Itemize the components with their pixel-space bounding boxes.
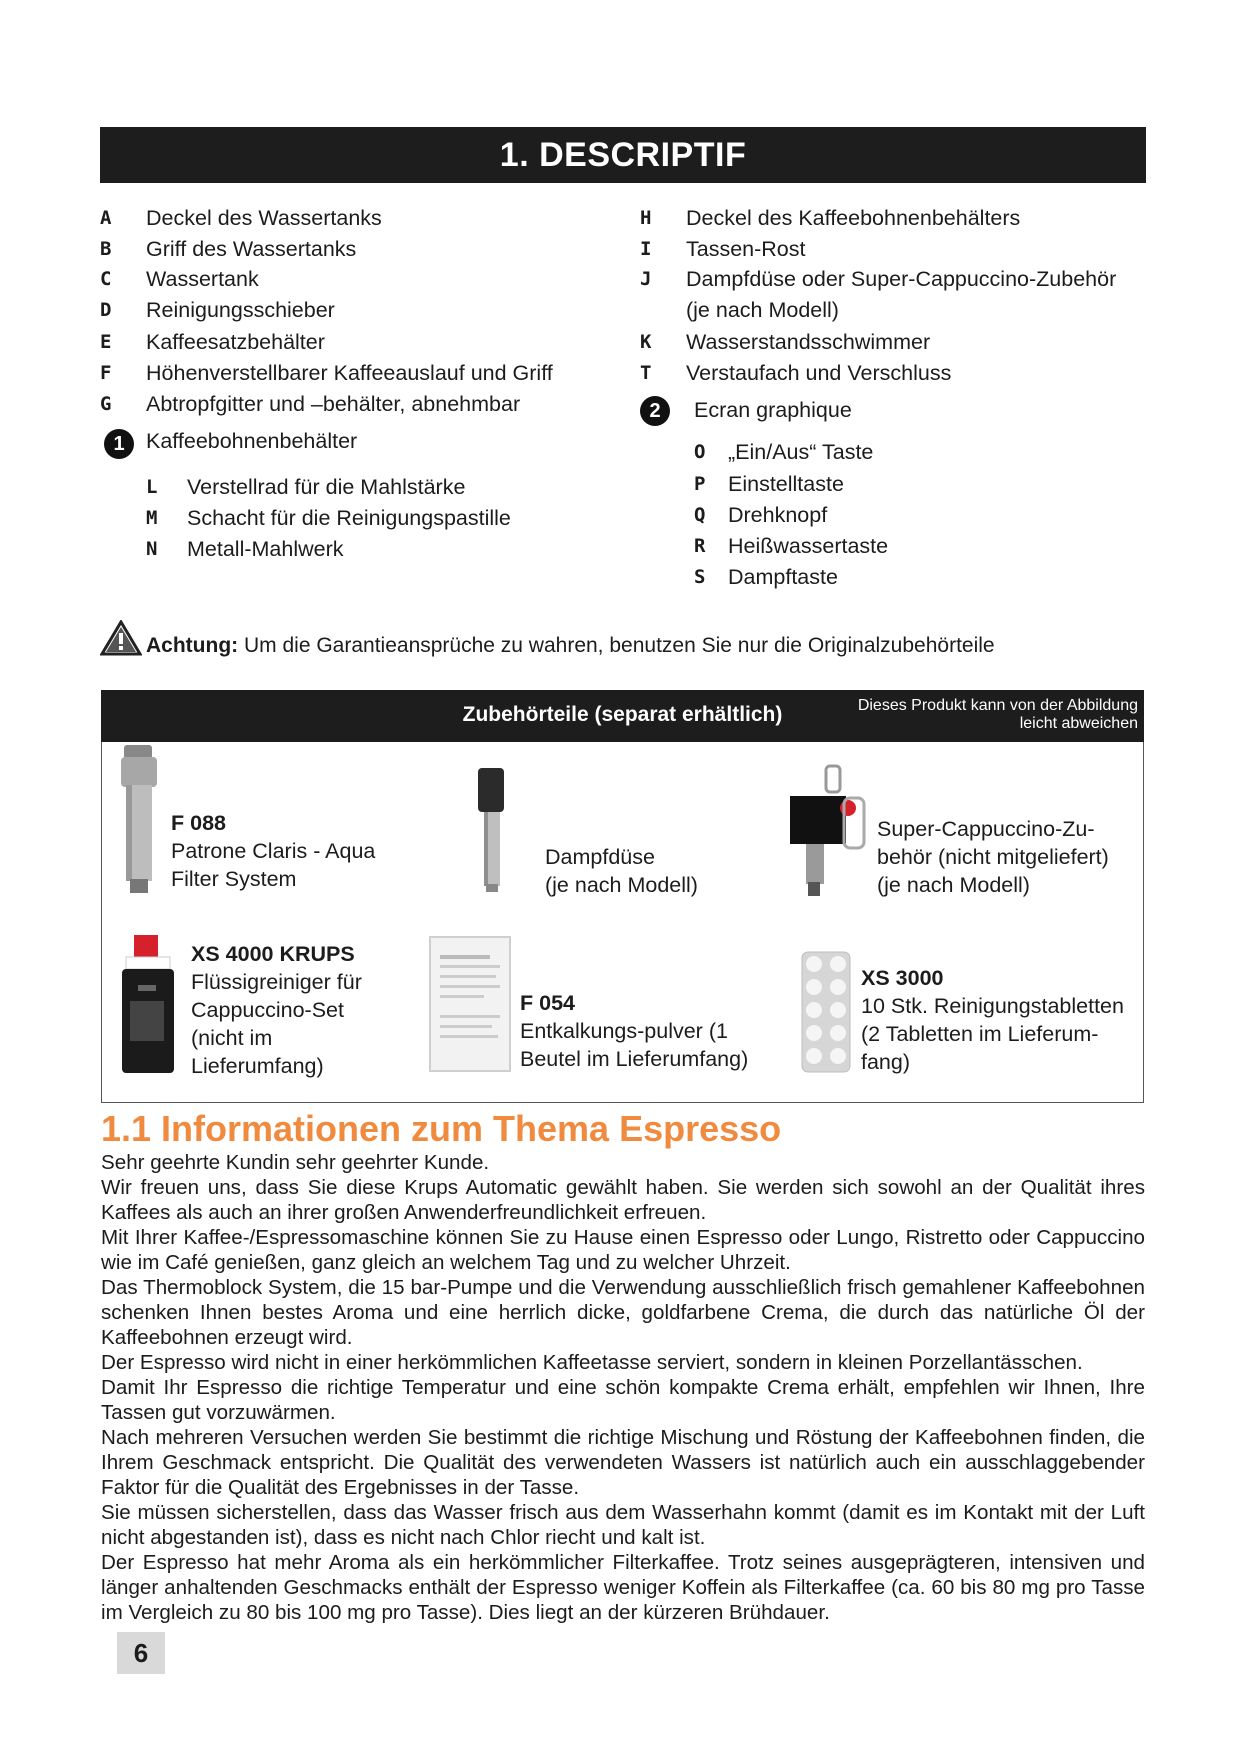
- warning-label: Achtung:: [146, 634, 239, 657]
- page-number: 6: [117, 1632, 165, 1674]
- warning-text: Um die Garantieansprüche zu wahren, benutzen Sie nur die Originalzubehörteile: [238, 634, 995, 657]
- warning-notice: [100, 620, 995, 663]
- paragraph: Das Thermoblock System, die 15 bar-Pumpe und die Verwendung ausschließlich frisch gemahlener Kaffeebohnen schenken Ihnen bestes Aroma und eine herrlich dicke, goldfarbene Crema, die durch das natürliche Öl der Kaffeebohnen erzeugt wird.: [101, 1276, 1145, 1349]
- part-key: B: [100, 238, 112, 260]
- cappuccino-accessory-image: [786, 762, 866, 898]
- part-key: D: [100, 299, 112, 321]
- accessory-filter-text: F 088 Patrone Claris - Aqua Filter System: [171, 811, 376, 891]
- paragraph: Sie müssen sicherstellen, dass das Wasser frisch aus dem Wasserhahn kommt (damit es im Kontakt mit der Luft nicht abgestanden ist), dass es nicht nach Chlor riecht und kalt ist.: [101, 1501, 1145, 1549]
- cleaning-tablets-image: [800, 950, 852, 1074]
- descaling-powder-image: [428, 935, 512, 1073]
- cleaner-bottle-image: [120, 935, 180, 1077]
- section-body: [101, 1150, 1145, 1625]
- number-1-badge: 1: [104, 429, 134, 459]
- accessory-descaling-text: F 054 Entkalkungs-pulver (1 Beutel im Lieferumfang): [520, 991, 749, 1071]
- part-key: G: [100, 393, 112, 415]
- paragraph: Sehr geehrte Kundin sehr geehrter Kunde.: [101, 1151, 490, 1174]
- accessory-cappuccino-text: Super-Cappuccino-Zu- behör (nicht mitgeliefert) (je nach Modell): [877, 817, 1109, 897]
- paragraph: Mit Ihrer Kaffee-/Espressomaschine können Sie zu Hause einen Espresso oder Lungo, Ristretto oder Cappuccino wie im Café genießen, ganz gleich an welchem Tag und zu welcher Uhrzeit.: [101, 1226, 1145, 1274]
- accessory-cleaner-text: XS 4000 KRUPS Flüssigreiniger für Cappuccino-Set (nicht im Lieferumfang): [191, 942, 362, 1078]
- steam-nozzle-image: [474, 768, 510, 894]
- part-key: C: [100, 268, 112, 290]
- part-key: A: [100, 207, 112, 229]
- accessories-title: Zubehörteile (separat erhältlich): [462, 703, 783, 726]
- accessory-tablets-text: XS 3000 10 Stk. Reinigungstabletten (2 Tabletten im Lieferum- fang): [861, 966, 1124, 1074]
- part-label: Wassertank: [146, 267, 259, 291]
- filter-cartridge-image: [118, 745, 164, 895]
- number-2-badge: 2: [640, 396, 670, 426]
- part-label: Reinigungsschieber: [146, 298, 335, 322]
- paragraph: Der Espresso wird nicht in einer herkömmlichen Kaffeetasse serviert, sondern in kleinen Porzellantässchen.: [101, 1351, 1083, 1374]
- part-key: E: [100, 331, 112, 353]
- part-label: Kaffeesatzbehälter: [146, 330, 325, 354]
- accessories-note: Dieses Produkt kann von der Abbildung leicht abweichen: [857, 697, 1138, 732]
- part-label: Abtropfgitter und –behälter, abnehmbar: [146, 392, 521, 416]
- part-label: Deckel des Wassertanks: [146, 206, 382, 230]
- paragraph: Nach mehreren Versuchen werden Sie bestimmt die richtige Mischung und Röstung der Kaffeebohnen finden, die Ihrem Geschmack entspricht. Die Qualität des verwendeten Wassers ist natürlich auch ein ausschlaggebender Faktor für die Qualität des Ergebnisses in der Tasse.: [101, 1426, 1145, 1499]
- accessory-steam-nozzle-text: Dampfdüse (je nach Modell): [545, 845, 698, 897]
- warning-icon: [100, 620, 142, 663]
- part-label: Höhenverstellbarer Kaffeeauslauf und Griff: [146, 361, 553, 385]
- section-title-bar: [100, 127, 1146, 183]
- section-heading: 1.1 Informationen zum Thema Espresso: [101, 1108, 782, 1149]
- page-title: 1. DESCRIPTIF: [499, 136, 747, 174]
- paragraph: Damit Ihr Espresso die richtige Temperatur und eine schön kompakte Crema erhält, empfehlen wir Ihnen, Ihre Tassen gut vorzuwärmen.: [101, 1376, 1145, 1424]
- paragraph: Wir freuen uns, dass Sie diese Krups Automatic gewählt haben. Sie werden sich sowohl an der Qualität ihres Kaffees als auch an ihrer großen Anwenderfreundlichkeit erfreuen.: [101, 1176, 1145, 1224]
- part-label: Griff des Wassertanks: [146, 237, 357, 261]
- paragraph: Der Espresso hat mehr Aroma als ein herkömmlicher Filterkaffee. Trotz seines ausgeprägteren, intensiven und länger anhaltenden Geschmacks enthält der Espresso weniger Koffein als Filterkaffee (ca. 60 bis 80 mg pro Tasse im Vergleich zu 80 bis 100 mg pro Tasse). Dies liegt an der kürzeren Brühdauer.: [101, 1551, 1145, 1624]
- accessories-header: [101, 690, 1144, 742]
- part-key: F: [100, 362, 112, 384]
